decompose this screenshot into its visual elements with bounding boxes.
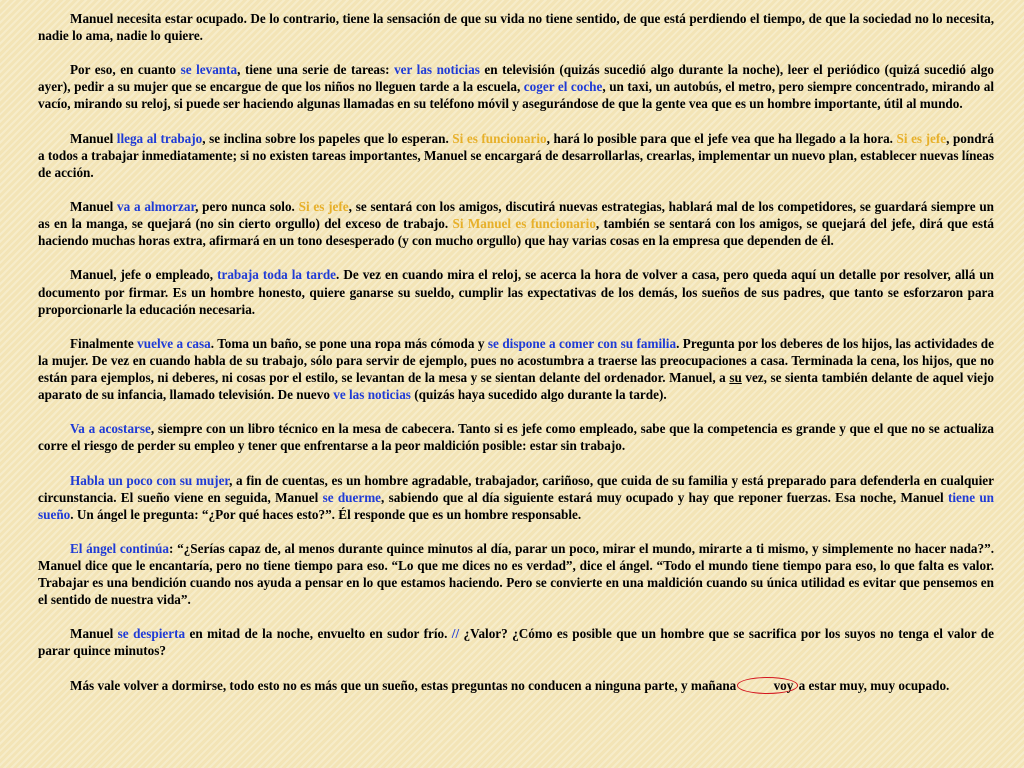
highlighted-phrase-blue: Va a acostarse	[70, 421, 151, 437]
highlighted-phrase-blue: va a almorzar	[117, 199, 196, 215]
highlighted-phrase-gold: Si es funcionario	[452, 130, 547, 146]
text-run: , sabiendo que al día siguiente estará muy ocupado y hay que reponer fuerzas. Esa noche, Manuel	[381, 489, 948, 505]
text-run: . De vez en cuando mira el reloj, se acerca la hora de volver a casa, pero queda aquí un detalle por resolver, allá un documento por firmar. Es un hombre honesto, quiere ganarse su sueldo, cumplir las expectativas de los demás, los sueños de sus padres, que tanto se esforzaron para proporcionarle la educación necesaria.	[38, 267, 995, 317]
highlighted-phrase-blue: se levanta	[180, 62, 238, 78]
text-run: Finalmente	[70, 335, 138, 351]
text-run: , pondrá a todos a trabajar inmediatamente; si no existen tareas importantes, Manuel se encargará de desarrollarlas, crearlas, implementar un nuevo plan, establecer nuevas líneas de acción.	[38, 130, 995, 180]
text-run: Manuel, jefe o empleado,	[70, 267, 218, 283]
text-run: , pero nunca solo.	[195, 199, 299, 215]
paragraph-11	[38, 677, 994, 694]
text-run: en mitad de la noche, envuelto en sudor frío.	[185, 626, 452, 642]
paragraph-5	[38, 266, 994, 317]
text-run: Manuel necesita estar ocupado. De lo contrario, tiene la sensación de que su vida no tiene sentido, de que está perdiendo el tiempo, de que la sociedad no lo necesita, nadie lo ama, nadie lo quiere.	[38, 11, 994, 44]
text-run: , siempre con un libro técnico en la mesa de cabecera. Tanto si es jefe como empleado, sabe que la competencia es grande y que el que no se actualiza corre el riesgo de perder su empleo y tener que enfrentarse a la peor maldición posible: estar sin trabajo.	[38, 421, 995, 454]
highlighted-phrase-gold: Si es jefe	[298, 199, 349, 215]
paragraph-1	[38, 10, 994, 44]
text-run: Manuel	[70, 199, 117, 215]
circled-word: voy	[737, 677, 799, 694]
highlighted-phrase-blue: ver las noticias	[394, 62, 480, 78]
text-run: , se sentará con los amigos, discutirá nuevas estrategias, hablará mal de los competidores, se guardará siempre un as en la manga, se quejará (no sin cierto orgullo) del exceso de trabajo.	[38, 199, 994, 232]
highlighted-phrase-underline: su	[729, 369, 742, 385]
text-run: Por eso, en cuanto	[70, 62, 181, 78]
highlighted-phrase-blue: llega al trabajo	[116, 130, 203, 146]
text-run: , un taxi, un autobús, el metro, pero siempre concentrado, mirando al vacío, mirando su reloj, si puede ser haciendo algunas llamadas en su teléfono móvil y asegurándose de que la gente vea que es un hombre importante, útil al mundo.	[38, 79, 994, 112]
text-run: ¿Valor? ¿Cómo es posible que un hombre que se sacrifica por los suyos no tenga el valor de parar quince minutos?	[38, 626, 994, 659]
highlighted-phrase-blue: tiene un sueño	[38, 489, 994, 522]
highlighted-phrase-blue: El ángel continúa	[70, 540, 169, 556]
paragraph-7	[38, 420, 994, 454]
text-run: . Toma un baño, se pone una ropa más cómoda y	[210, 335, 488, 351]
text-run: en televisión (quizás sucedió algo durante la noche), leer el periódico (quizá sucedió algo ayer), pedir a su mujer que se encargue de que los niños no lleguen tarde a la escuela,	[38, 62, 994, 95]
paragraph-3	[38, 130, 994, 181]
paragraph-4	[38, 198, 994, 249]
highlighted-phrase-blue: vuelve a casa	[137, 335, 211, 351]
highlighted-phrase-blue: se despierta	[117, 626, 186, 642]
highlighted-phrase-blue: coger el coche	[523, 79, 603, 95]
highlighted-phrase-blue: se duerme	[322, 489, 382, 505]
text-run: , también se sentará con los amigos, se quejará del jefe, dirá que está haciendo muchas horas extra, afirmará en un tono desesperado (y con mucho orgullo) que hay varias cosas en la empresa que dependen de él.	[38, 216, 994, 249]
text-run: , hará lo posible para que el jefe vea que ha llegado a la hora.	[546, 130, 897, 146]
text-run: , tiene una serie de tareas:	[237, 62, 395, 78]
text-run: Más vale volver a dormirse, todo esto no es más que un sueño, estas preguntas no conducen a ninguna parte, y mañana	[70, 677, 740, 693]
highlighted-phrase-gold: Si Manuel es funcionario	[452, 216, 596, 232]
text-run: , se inclina sobre los papeles que lo esperan.	[202, 130, 453, 146]
highlighted-phrase-blue: //	[451, 626, 460, 642]
paragraph-10	[38, 625, 994, 659]
paragraph-6	[38, 335, 994, 403]
document-body	[38, 10, 994, 694]
highlighted-phrase-gold: Si es jefe	[896, 130, 947, 146]
text-run: . Un ángel le pregunta: “¿Por qué haces esto?”. Él responde que es un hombre responsable.	[70, 506, 582, 522]
text-run: . Pregunta por los deberes de los hijos, las actividades de la mujer. De vez en cuando habla de su trabajo, sólo para servir de ejemplo, pues no acostumbra a traerse las preocupaciones a casa. Terminada la cena, los hijos, que no están para ejemplos, ni deberes, ni cosas por el estilo, se levantan de la mesa y se sientan delante del ordenador. Manuel, a	[38, 335, 994, 385]
text-run: vez, se sienta también delante de aquel viejo aparato de su infancia, llamado televisión. De nuevo	[38, 369, 995, 403]
highlighted-phrase-blue: trabaja toda la tarde	[217, 267, 337, 283]
paragraph-9	[38, 540, 994, 608]
text-run: , a fin de cuentas, es un hombre agradable, trabajador, cariñoso, que cuida de su familia y está preparado para defenderla en cualquier circunstancia. El sueño viene en seguida, Manuel	[38, 472, 994, 505]
highlighted-phrase-blue: ve las noticias	[333, 387, 411, 403]
highlighted-phrase-blue: Habla un poco con su mujer	[70, 472, 230, 488]
text-run: : “¿Serías capaz de, al menos durante quince minutos al día, parar un poco, mirar el mundo, mirarte a ti mismo, y simplemente no hacer nada?”. Manuel dice que le encantaría, pero no tiene tiempo para eso. “Lo que me dices no es verdad”, dice el ángel. “Todo el mundo tiene tiempo para eso, lo que falta es valor. Trabajar es una bendición cuando nos ayuda a pensar en lo que estamos haciendo. Pero se convierte en una maldición cuando su única utilidad es evitar que pensemos en el sentido de nuestra vida”.	[38, 540, 994, 608]
paragraph-2	[38, 61, 994, 112]
text-run: (quizás haya sucedido algo durante la tarde).	[410, 387, 667, 403]
text-run: Manuel	[70, 626, 118, 642]
highlighted-phrase-blue: se dispone a comer con su familia	[487, 335, 677, 351]
text-run: a estar muy, muy ocupado.	[795, 677, 950, 693]
paragraph-8	[38, 472, 994, 523]
text-run: Manuel	[70, 130, 117, 146]
